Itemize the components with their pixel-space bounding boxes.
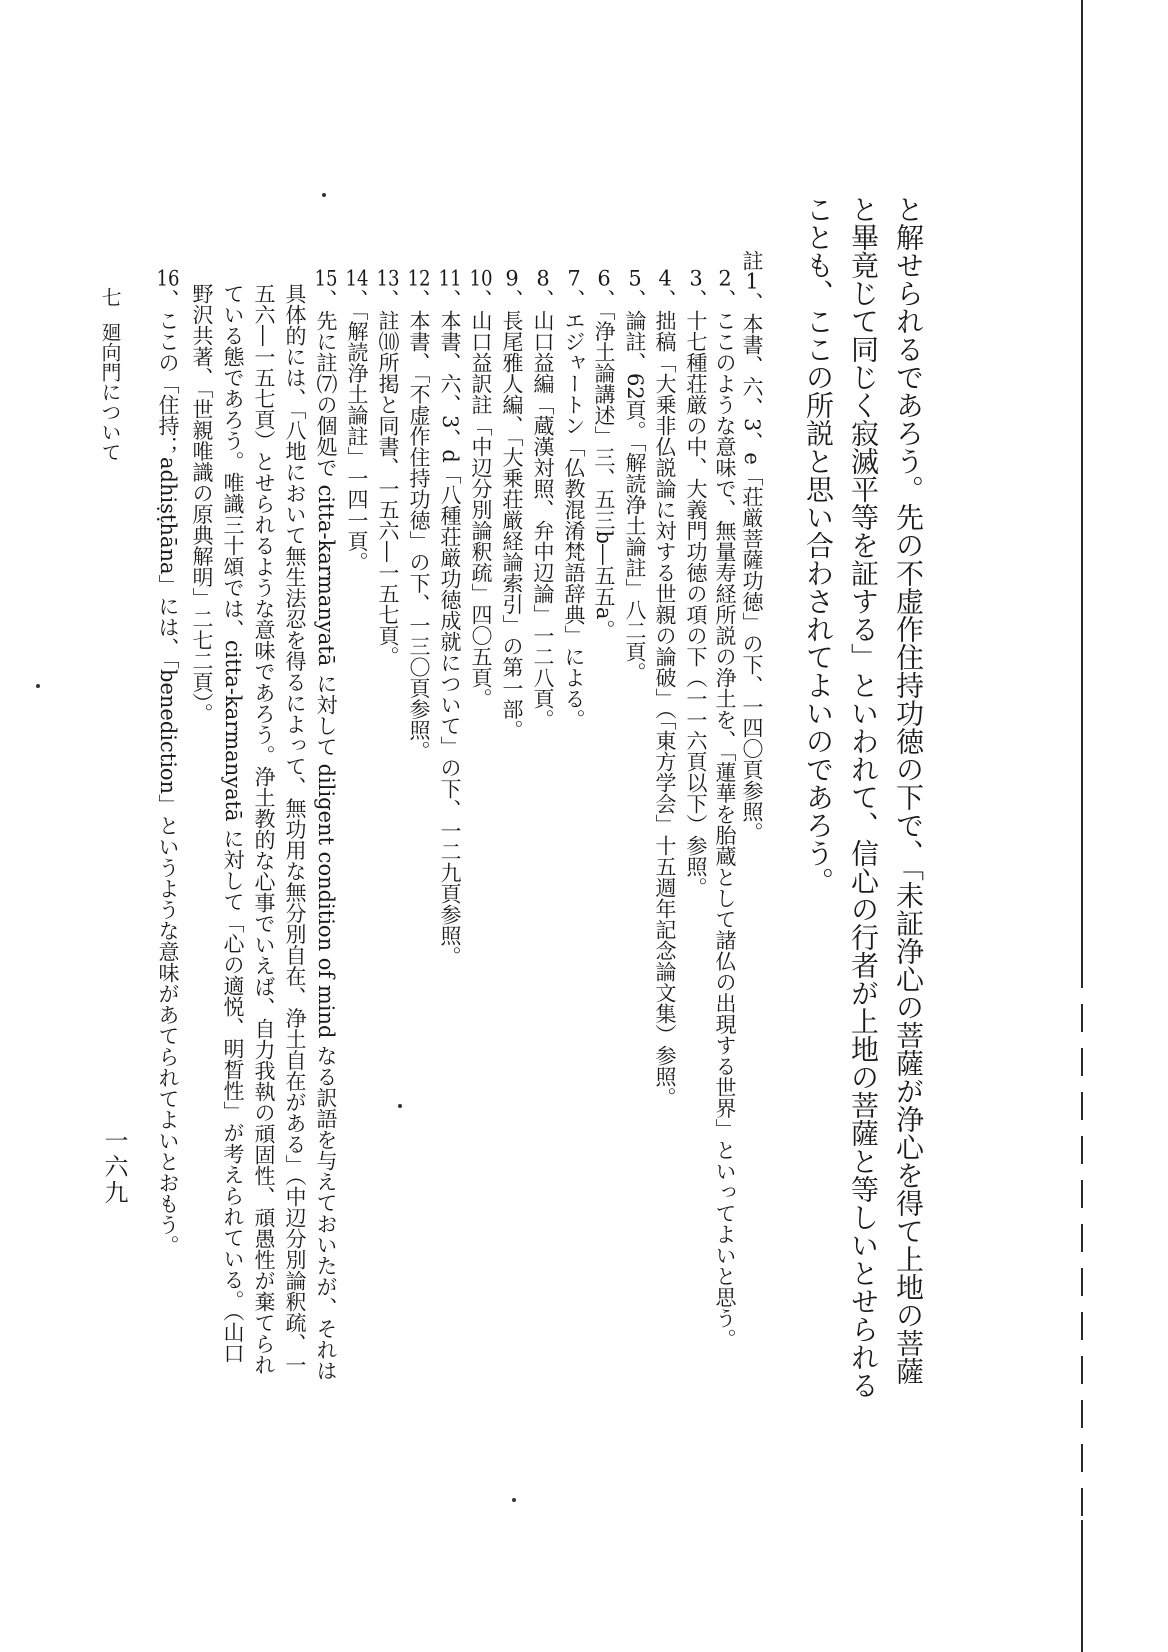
running-title-chapter: 七 [98, 287, 122, 307]
main-text-line: ことも、ここの所説と思い合わされてよいのであろう。 [802, 195, 835, 895]
note-number: 14 [345, 268, 369, 289]
note-number: 13 [376, 268, 400, 289]
note-9 [499, 268, 525, 741]
note-text: 、本書、「不虚作住持功徳」の下、一三〇頁参照。 [407, 289, 431, 762]
note-3 [683, 268, 709, 898]
note-label: 註 [740, 250, 764, 271]
note-13 [375, 268, 401, 667]
note-number: 12 [407, 268, 431, 289]
note-15-continued: 具体的には、「八地において無生法忍を得るによって、無功用な無分別自在、浄土自在がある」（中辺分別論釈疏、一 [283, 283, 307, 1375]
note-text: 、エジャートン「仏教混淆梵語辞典」による。 [562, 289, 586, 730]
scan-speck [36, 684, 40, 688]
note-6 [591, 268, 617, 640]
page-edge-line [1081, 0, 1083, 960]
note-text: 、「解読浄土論註」一四一頁。 [345, 289, 369, 573]
page-edge-line [1081, 1520, 1083, 1652]
main-text-line: と畢竟じて同じく寂滅平等を証する」といわれて、信心の行者が上地の菩薩と等しいとせられる [847, 195, 880, 1399]
note-number: 4 [658, 268, 672, 289]
note-number: 16 [156, 268, 180, 289]
note-text: 、山口益編「蔵漢対照、弁中辺論」一二八頁。 [531, 289, 555, 730]
scan-speck [512, 1498, 516, 1502]
scan-speck [398, 1104, 402, 1108]
note-text: 、先に註⑺の個処で citta-karmanyatā に対して diligent condition of mind なる訳語を与えておいたが、それは [314, 289, 338, 1382]
note-number: 9 [505, 268, 519, 289]
note-number: 3 [689, 268, 703, 289]
note-number: 15 [314, 268, 338, 289]
note-text: 、本書、六、3、e「荘厳菩薩功徳」の下、一四〇頁参照。 [740, 292, 764, 843]
note-14 [344, 268, 370, 573]
note-5 [622, 268, 648, 683]
note-number: 5 [628, 268, 642, 289]
note-number: 2 [718, 268, 732, 289]
note-text: 、註⑽所掲と同書、一五六―一五七頁。 [376, 289, 400, 667]
note-7 [561, 268, 587, 730]
note-16 [155, 268, 181, 1256]
note-15-continued: 五六―一五七頁）とせられるような意味であろう。浄土教的な心事でいえば、自力我執の頑固性、頑愚性が棄てられ [252, 283, 276, 1375]
note-text: 、論註、62頁。「解読浄土論註」八二頁。 [623, 289, 647, 684]
note-number: 10 [469, 268, 493, 289]
page-number: 一六九 [100, 1128, 128, 1206]
note-15-continued: ている態であろう。唯識三十頌では、citta-karmanyatā に対して「心の適悦、明晳性」が考えられている。（山口 [221, 283, 245, 1364]
note-text: 、十七種荘厳の中、大義門功徳の項の下（一一六頁以下）参照。 [684, 289, 708, 898]
note-text: 、拙稿「大乗非仏説論に対する世親の論破」（「東方学会」十五週年記念論文集）参照。 [653, 289, 677, 1108]
page-edge-line-dashed [1081, 960, 1083, 1520]
note-12 [406, 268, 432, 762]
note-11 [437, 268, 463, 967]
note-4 [652, 268, 678, 1108]
note-number: 8 [536, 268, 550, 289]
note-text: 、ここの「住持；adhiṣṭhāna」には、「benediction」というような意味があてられてよいとおもう。 [156, 289, 180, 1257]
note-text: 、「浄土論講述」三、五三b―五五a。 [592, 289, 616, 641]
note-8 [530, 268, 556, 730]
note-number: 11 [438, 268, 462, 289]
note-text: 、ここのような意味で、無量寿経所説の浄土を、「蓮華を胎蔵として諸仏の出現する世界」といってよいと思う。 [713, 289, 737, 1350]
note-15-continued: 野沢共著、「世親唯識の原典解明」二七二頁）。 [190, 283, 214, 724]
note-number: 1 [745, 271, 759, 292]
note-text: 、山口益訳註「中辺分別論釈疏」四〇五頁。 [469, 289, 493, 709]
note-2 [712, 268, 738, 1350]
note-number: 6 [597, 268, 611, 289]
note-text: 、本書、六、3、d「八種荘厳功徳成就について」の下、一二九頁参照。 [438, 289, 462, 967]
scan-speck [322, 193, 326, 197]
main-text-line: と解せられるであろう。先の不虚作住持功徳の下で、「未証浄心の菩薩が浄心を得て上地の菩薩 [892, 195, 925, 1385]
note-text: 、長尾雅人編、「大乗荘厳経論索引」の第一部。 [500, 289, 524, 741]
note-10 [468, 268, 494, 709]
note-15 [313, 268, 339, 1381]
running-title: 廻向門について [98, 322, 122, 462]
note-1 [739, 250, 765, 843]
note-number: 7 [567, 268, 581, 289]
